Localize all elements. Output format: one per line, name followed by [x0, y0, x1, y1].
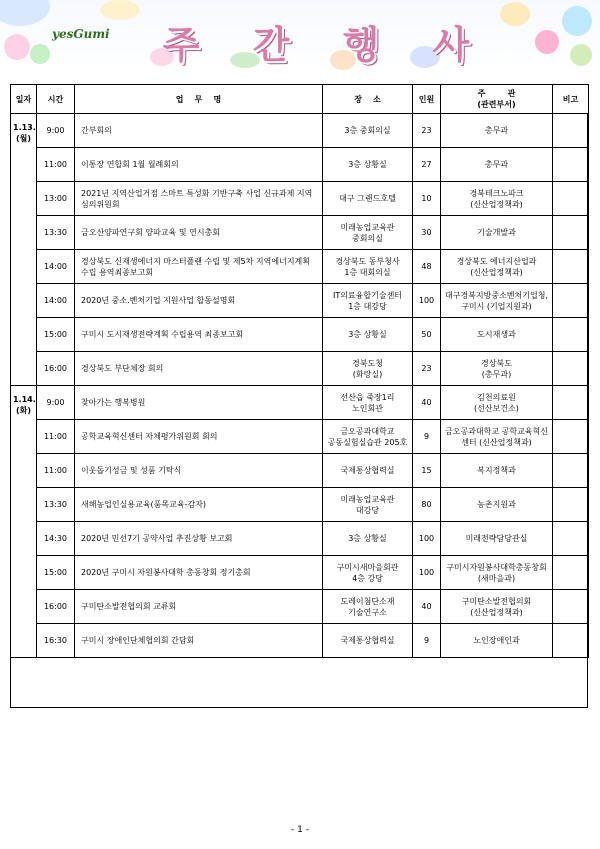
people-cell: 23	[413, 114, 441, 148]
decor-flower	[570, 44, 592, 66]
host-cell: 노인장애인과	[441, 624, 553, 658]
host-cell: 총무과	[441, 148, 553, 182]
time-cell: 16:00	[37, 590, 75, 624]
people-cell: 9	[413, 420, 441, 454]
time-cell: 13:30	[37, 216, 75, 250]
time-cell: 16:30	[37, 624, 75, 658]
note-cell	[553, 352, 589, 386]
note-cell	[553, 318, 589, 352]
host-cell: 총무과	[441, 114, 553, 148]
table-row	[11, 386, 589, 420]
header-banner	[0, 0, 600, 72]
people-cell: 80	[413, 488, 441, 522]
col-place: 장 소	[323, 85, 413, 114]
col-note: 비고	[553, 85, 589, 114]
note-cell	[553, 182, 589, 216]
task-cell: 이웃돕기성금 및 성품 기탁식	[75, 454, 323, 488]
time-cell: 11:00	[37, 454, 75, 488]
task-cell: 간부회의	[75, 114, 323, 148]
task-cell: 금오산양파연구회 양파교육 및 연시총회	[75, 216, 323, 250]
time-cell: 14:00	[37, 250, 75, 284]
table-row	[11, 148, 589, 182]
place-cell: 3층 상황실	[323, 522, 413, 556]
people-cell: 27	[413, 148, 441, 182]
table-row	[11, 182, 589, 216]
note-cell	[553, 386, 589, 420]
table-row	[11, 522, 589, 556]
col-host-line1: 주 관	[477, 89, 516, 98]
task-cell: 공학교육혁신센터 자체평가위원회 회의	[75, 420, 323, 454]
place-cell: 구미시새마을회관 4층 강당	[323, 556, 413, 590]
table-row	[11, 216, 589, 250]
table-row	[11, 284, 589, 318]
people-cell: 40	[413, 590, 441, 624]
people-cell: 100	[413, 522, 441, 556]
col-time: 시간	[37, 85, 75, 114]
decor-flower	[30, 44, 50, 64]
task-cell: 경상북도 부단체장 회의	[75, 352, 323, 386]
host-cell: 경상북도 에너지산업과 (신산업정책과)	[441, 250, 553, 284]
city-logo	[52, 27, 112, 41]
time-cell: 9:00	[37, 114, 75, 148]
page-title: 주 간 행 사	[162, 23, 490, 67]
people-cell: 15	[413, 454, 441, 488]
place-cell: 도레이첨단소재 기술연구소	[323, 590, 413, 624]
place-cell: 미래농업교육관 대강당	[323, 488, 413, 522]
decor-flower	[562, 6, 592, 36]
task-cell: 찾아가는 행복병원	[75, 386, 323, 420]
table-row	[11, 488, 589, 522]
people-cell: 48	[413, 250, 441, 284]
people-cell: 40	[413, 386, 441, 420]
host-cell: 기술개발과	[441, 216, 553, 250]
col-host-line2: (관련부서)	[477, 100, 516, 109]
host-cell: 대구경북지방중소벤처기업청, 구미시 (기업지원과)	[441, 284, 553, 318]
page-number: - 1 -	[291, 825, 309, 835]
note-cell	[553, 522, 589, 556]
task-cell: 2020년 민선7기 공약사업 추진상황 보고회	[75, 522, 323, 556]
day-date: 1.14.	[13, 395, 36, 404]
place-cell: IT의료융합기술센터 1층 대강당	[323, 284, 413, 318]
table-row	[11, 590, 589, 624]
table-row	[11, 556, 589, 590]
task-cell: 새해농업인실용교육(품목교육-감자)	[75, 488, 323, 522]
place-cell: 국제통상협력실	[323, 624, 413, 658]
host-cell: 미래전략담당관실	[441, 522, 553, 556]
task-cell: 구미시 도시재생전략계획 수립용역 최종보고회	[75, 318, 323, 352]
task-cell: 구미시 장애인단체협의회 간담회	[75, 624, 323, 658]
time-cell: 15:00	[37, 556, 75, 590]
logo-text: yesGumi	[52, 27, 110, 41]
place-cell: 금오공과대학교 공동실험실습관 205호	[323, 420, 413, 454]
people-cell: 9	[413, 624, 441, 658]
note-cell	[553, 488, 589, 522]
time-cell: 14:30	[37, 522, 75, 556]
day-cell	[11, 386, 37, 658]
col-day: 일자	[11, 85, 37, 114]
place-cell: 미래농업교육관 중회의실	[323, 216, 413, 250]
host-cell: 구미시자원봉사대학총동창회 (새마을과)	[441, 556, 553, 590]
place-cell: 대구 그랜드호텔	[323, 182, 413, 216]
place-cell: 3층 상황실	[323, 318, 413, 352]
time-cell: 11:00	[37, 148, 75, 182]
day-weekday: (월)	[15, 134, 32, 143]
time-cell: 16:00	[37, 352, 75, 386]
time-cell: 13:00	[37, 182, 75, 216]
task-cell: 2021년 지역산업거점 스마트 특성화 기반구축 사업 신규과제 지역심의위원회	[75, 182, 323, 216]
place-cell: 3층 중회의실	[323, 114, 413, 148]
host-cell: 복지정책과	[441, 454, 553, 488]
table-row	[11, 250, 589, 284]
host-cell: 농촌지원과	[441, 488, 553, 522]
note-cell	[553, 624, 589, 658]
col-host	[441, 85, 553, 114]
host-cell: 구미탄소발전협의회 (신산업정책과)	[441, 590, 553, 624]
task-cell: 2020년 구미시 자원봉사대학 총동창회 정기총회	[75, 556, 323, 590]
note-cell	[553, 420, 589, 454]
note-cell	[553, 250, 589, 284]
time-cell: 11:00	[37, 420, 75, 454]
day-date: 1.13.	[13, 123, 36, 132]
note-cell	[553, 114, 589, 148]
place-cell: 3층 상황실	[323, 148, 413, 182]
header-row	[11, 85, 589, 114]
decor-flower	[0, 0, 50, 26]
col-people: 인원	[413, 85, 441, 114]
task-cell: 이통장 연합회 1월 월례회의	[75, 148, 323, 182]
note-cell	[553, 148, 589, 182]
host-cell: 경북테크노파크 (신산업정책과)	[441, 182, 553, 216]
host-cell: 금오공과대학교 공학교육혁신센터 (신산업정책과)	[441, 420, 553, 454]
table-row	[11, 454, 589, 488]
time-cell: 15:00	[37, 318, 75, 352]
time-cell: 14:00	[37, 284, 75, 318]
time-cell: 9:00	[37, 386, 75, 420]
note-cell	[553, 216, 589, 250]
people-cell: 23	[413, 352, 441, 386]
decor-flower	[4, 34, 30, 60]
people-cell: 100	[413, 284, 441, 318]
decor-flower	[535, 30, 559, 54]
table-row	[11, 624, 589, 658]
people-cell: 10	[413, 182, 441, 216]
note-cell	[553, 556, 589, 590]
place-cell: 경상북도 동부청사 1층 대회의실	[323, 250, 413, 284]
host-cell: 경상북도 (총무과)	[441, 352, 553, 386]
note-cell	[553, 590, 589, 624]
note-cell	[553, 454, 589, 488]
time-cell: 13:30	[37, 488, 75, 522]
table-row	[11, 352, 589, 386]
task-cell: 경상북도 신재생에너지 마스터플랜 수립 및 제5차 지역에너지계획 수립 용역최종보고회	[75, 250, 323, 284]
schedule-table	[10, 84, 589, 658]
table-row	[11, 420, 589, 454]
people-cell: 50	[413, 318, 441, 352]
people-cell: 100	[413, 556, 441, 590]
task-cell: 2020년 중소.벤처기업 지원사업 합동설명회	[75, 284, 323, 318]
day-weekday: (화)	[15, 406, 32, 415]
col-task: 업 무 명	[75, 85, 323, 114]
day-cell	[11, 114, 37, 386]
table-row	[11, 318, 589, 352]
table-row	[11, 114, 589, 148]
task-cell: 구미탄소발전협의회 교류회	[75, 590, 323, 624]
host-cell: 김천의료원 (선산보건소)	[441, 386, 553, 420]
note-cell	[553, 284, 589, 318]
host-cell: 도시재생과	[441, 318, 553, 352]
place-cell: 경북도청 (화랑실)	[323, 352, 413, 386]
people-cell: 30	[413, 216, 441, 250]
place-cell: 국제통상협력실	[323, 454, 413, 488]
place-cell: 선산읍 죽장1리 노인회관	[323, 386, 413, 420]
